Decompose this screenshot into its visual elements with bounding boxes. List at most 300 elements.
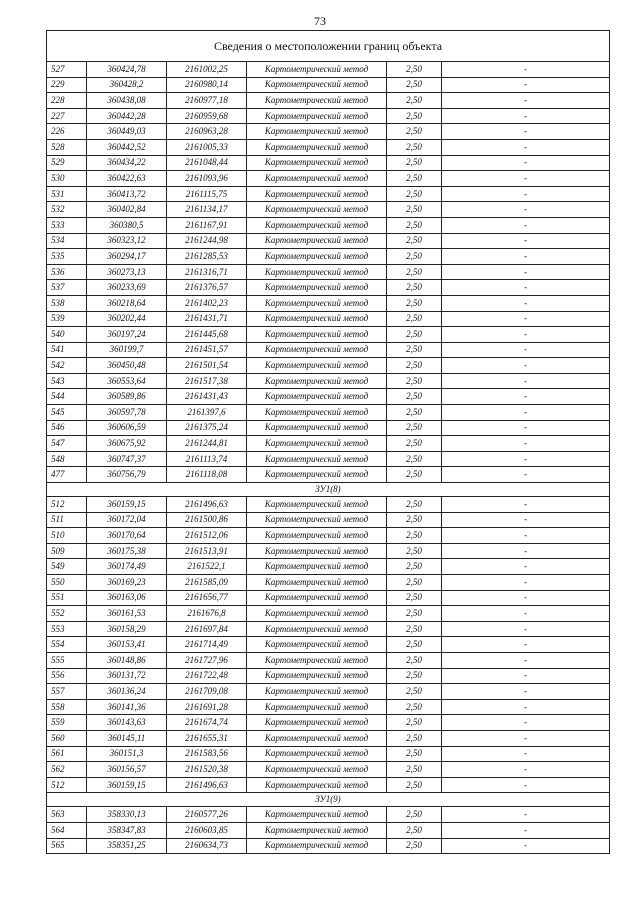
coord-y-cell: 2161134,17 <box>167 202 247 218</box>
point-number-cell: 509 <box>47 543 87 559</box>
coord-x-cell: 360159,15 <box>87 497 167 513</box>
coord-y-cell: 2161496,63 <box>167 777 247 793</box>
table-row <box>47 62 610 78</box>
coord-y-cell: 2161512,06 <box>167 528 247 544</box>
accuracy-cell: 2,50 <box>387 405 442 421</box>
accuracy-cell: 2,50 <box>387 311 442 327</box>
coord-x-cell: 360424,78 <box>87 62 167 78</box>
coord-x-cell: 360675,92 <box>87 436 167 452</box>
table-row <box>47 497 610 513</box>
description-cell: - <box>442 217 610 233</box>
table-row <box>47 652 610 668</box>
description-cell: - <box>442 762 610 778</box>
coord-y-cell: 2161709,08 <box>167 684 247 700</box>
coord-y-cell: 2161002,25 <box>167 62 247 78</box>
accuracy-cell: 2,50 <box>387 77 442 93</box>
accuracy-cell: 2,50 <box>387 668 442 684</box>
coord-y-cell: 2161375,24 <box>167 420 247 436</box>
description-cell: - <box>442 590 610 606</box>
method-cell: Картометрический метод <box>247 108 387 124</box>
accuracy-cell: 2,50 <box>387 528 442 544</box>
description-cell: - <box>442 171 610 187</box>
description-cell: - <box>442 838 610 854</box>
table-row <box>47 217 610 233</box>
point-number-cell: 229 <box>47 77 87 93</box>
table-row <box>47 730 610 746</box>
description-cell: - <box>442 233 610 249</box>
accuracy-cell: 2,50 <box>387 512 442 528</box>
accuracy-cell: 2,50 <box>387 93 442 109</box>
description-cell: - <box>442 715 610 731</box>
description-cell: - <box>442 124 610 140</box>
method-cell: Картометрический метод <box>247 217 387 233</box>
coord-y-cell: 2160603,85 <box>167 822 247 838</box>
accuracy-cell: 2,50 <box>387 543 442 559</box>
accuracy-cell: 2,50 <box>387 730 442 746</box>
method-cell: Картометрический метод <box>247 528 387 544</box>
method-cell: Картометрический метод <box>247 311 387 327</box>
accuracy-cell: 2,50 <box>387 327 442 343</box>
table-row <box>47 467 610 483</box>
table-row <box>47 249 610 265</box>
point-number-cell: 556 <box>47 668 87 684</box>
description-cell: - <box>442 405 610 421</box>
table-row <box>47 528 610 544</box>
coord-x-cell: 360202,44 <box>87 311 167 327</box>
point-number-cell: 539 <box>47 311 87 327</box>
point-number-cell: 555 <box>47 652 87 668</box>
point-number-cell: 559 <box>47 715 87 731</box>
description-cell: - <box>442 543 610 559</box>
method-cell: Картометрический метод <box>247 822 387 838</box>
method-cell: Картометрический метод <box>247 436 387 452</box>
description-cell: - <box>442 668 610 684</box>
table-row <box>47 93 610 109</box>
coord-y-cell: 2161520,38 <box>167 762 247 778</box>
coord-y-cell: 2161431,71 <box>167 311 247 327</box>
description-cell: - <box>442 606 610 622</box>
accuracy-cell: 2,50 <box>387 652 442 668</box>
accuracy-cell: 2,50 <box>387 202 442 218</box>
coord-x-cell: 360273,13 <box>87 264 167 280</box>
method-cell: Картометрический метод <box>247 746 387 762</box>
point-number-cell: 562 <box>47 762 87 778</box>
coord-x-cell: 360170,64 <box>87 528 167 544</box>
coord-y-cell: 2161655,31 <box>167 730 247 746</box>
point-number-cell: 553 <box>47 621 87 637</box>
accuracy-cell: 2,50 <box>387 777 442 793</box>
coord-x-cell: 358347,83 <box>87 822 167 838</box>
accuracy-cell: 2,50 <box>387 280 442 296</box>
description-cell: - <box>442 62 610 78</box>
description-cell: - <box>442 512 610 528</box>
method-cell: Картометрический метод <box>247 342 387 358</box>
method-cell: Картометрический метод <box>247 451 387 467</box>
point-number-cell: 557 <box>47 684 87 700</box>
table-row <box>47 807 610 823</box>
coord-x-cell: 360197,24 <box>87 327 167 343</box>
accuracy-cell: 2,50 <box>387 249 442 265</box>
coord-y-cell: 2161674,74 <box>167 715 247 731</box>
table-row <box>47 559 610 575</box>
description-cell: - <box>442 730 610 746</box>
description-cell: - <box>442 249 610 265</box>
method-cell: Картометрический метод <box>247 405 387 421</box>
method-cell: Картометрический метод <box>247 171 387 187</box>
point-number-cell: 530 <box>47 171 87 187</box>
point-number-cell: 227 <box>47 108 87 124</box>
point-number-cell: 540 <box>47 327 87 343</box>
method-cell: Картометрический метод <box>247 762 387 778</box>
point-number-cell: 537 <box>47 280 87 296</box>
table-row <box>47 699 610 715</box>
method-cell: Картометрический метод <box>247 280 387 296</box>
point-number-cell: 532 <box>47 202 87 218</box>
coord-x-cell: 360148,86 <box>87 652 167 668</box>
table-row <box>47 186 610 202</box>
coord-y-cell: 2160963,28 <box>167 124 247 140</box>
coord-y-cell: 2161714,49 <box>167 637 247 653</box>
point-number-cell: 545 <box>47 405 87 421</box>
description-cell: - <box>442 699 610 715</box>
point-number-cell: 560 <box>47 730 87 746</box>
table-row <box>47 124 610 140</box>
coord-y-cell: 2160977,18 <box>167 93 247 109</box>
coord-y-cell: 2161285,53 <box>167 249 247 265</box>
method-cell: Картометрический метод <box>247 684 387 700</box>
description-cell: - <box>442 389 610 405</box>
page-number: 73 <box>314 14 326 28</box>
point-number-cell: 549 <box>47 559 87 575</box>
coord-y-cell: 2161722,48 <box>167 668 247 684</box>
accuracy-cell: 2,50 <box>387 264 442 280</box>
coord-x-cell: 360159,15 <box>87 777 167 793</box>
coord-y-cell: 2161496,63 <box>167 497 247 513</box>
method-cell: Картометрический метод <box>247 139 387 155</box>
coord-y-cell: 2161402,23 <box>167 295 247 311</box>
method-cell: Картометрический метод <box>247 590 387 606</box>
coord-y-cell: 2161445,68 <box>167 327 247 343</box>
table-row <box>47 621 610 637</box>
method-cell: Картометрический метод <box>247 358 387 374</box>
coord-y-cell: 2161656,77 <box>167 590 247 606</box>
coord-x-cell: 360163,06 <box>87 590 167 606</box>
coord-y-cell: 2161522,1 <box>167 559 247 575</box>
table-row <box>47 822 610 838</box>
accuracy-cell: 2,50 <box>387 342 442 358</box>
coord-x-cell: 360156,57 <box>87 762 167 778</box>
table-row <box>47 202 610 218</box>
table-row <box>47 295 610 311</box>
accuracy-cell: 2,50 <box>387 217 442 233</box>
point-number-cell: 536 <box>47 264 87 280</box>
coord-x-cell: 360402,84 <box>87 202 167 218</box>
coord-x-cell: 360169,23 <box>87 575 167 591</box>
description-cell: - <box>442 528 610 544</box>
method-cell: Картометрический метод <box>247 264 387 280</box>
accuracy-cell: 2,50 <box>387 108 442 124</box>
point-number-cell: 551 <box>47 590 87 606</box>
coord-y-cell: 2161118,08 <box>167 467 247 483</box>
point-number-cell: 541 <box>47 342 87 358</box>
method-cell: Картометрический метод <box>247 467 387 483</box>
coord-y-cell: 2161697,84 <box>167 621 247 637</box>
description-cell: - <box>442 311 610 327</box>
table-row <box>47 762 610 778</box>
description-cell: - <box>442 807 610 823</box>
coord-x-cell: 360442,28 <box>87 108 167 124</box>
method-cell: Картометрический метод <box>247 838 387 854</box>
point-number-cell: 534 <box>47 233 87 249</box>
accuracy-cell: 2,50 <box>387 467 442 483</box>
accuracy-cell: 2,50 <box>387 575 442 591</box>
table-row <box>47 715 610 731</box>
coord-y-cell: 2161316,71 <box>167 264 247 280</box>
accuracy-cell: 2,50 <box>387 139 442 155</box>
group-header-row <box>47 483 610 497</box>
coord-y-cell: 2160959,68 <box>167 108 247 124</box>
method-cell: Картометрический метод <box>247 124 387 140</box>
coord-x-cell: 360145,11 <box>87 730 167 746</box>
coord-x-cell: 360143,63 <box>87 715 167 731</box>
coord-y-cell: 2161244,98 <box>167 233 247 249</box>
point-number-cell: 548 <box>47 451 87 467</box>
table-row <box>47 405 610 421</box>
table-row <box>47 327 610 343</box>
point-number-cell: 546 <box>47 420 87 436</box>
point-number-cell: 511 <box>47 512 87 528</box>
coord-x-cell: 360434,22 <box>87 155 167 171</box>
coord-y-cell: 2160980,14 <box>167 77 247 93</box>
point-number-cell: 565 <box>47 838 87 854</box>
point-number-cell: 512 <box>47 497 87 513</box>
point-number-cell: 512 <box>47 777 87 793</box>
table-row <box>47 139 610 155</box>
accuracy-cell: 2,50 <box>387 436 442 452</box>
table-row <box>47 233 610 249</box>
boundary-coordinates-table <box>46 30 610 854</box>
coord-y-cell: 2161517,38 <box>167 373 247 389</box>
accuracy-cell: 2,50 <box>387 358 442 374</box>
description-cell: - <box>442 327 610 343</box>
description-cell: - <box>442 202 610 218</box>
coord-x-cell: 360380,5 <box>87 217 167 233</box>
description-cell: - <box>442 93 610 109</box>
accuracy-cell: 2,50 <box>387 233 442 249</box>
accuracy-cell: 2,50 <box>387 373 442 389</box>
table-title-row <box>47 31 610 62</box>
coord-x-cell: 360175,38 <box>87 543 167 559</box>
point-number-cell: 529 <box>47 155 87 171</box>
table-row <box>47 575 610 591</box>
point-number-cell: 533 <box>47 217 87 233</box>
description-cell: - <box>442 652 610 668</box>
table-row <box>47 668 610 684</box>
accuracy-cell: 2,50 <box>387 637 442 653</box>
coord-x-cell: 360450,48 <box>87 358 167 374</box>
point-number-cell: 561 <box>47 746 87 762</box>
accuracy-cell: 2,50 <box>387 746 442 762</box>
description-cell: - <box>442 684 610 700</box>
coord-x-cell: 360449,03 <box>87 124 167 140</box>
accuracy-cell: 2,50 <box>387 762 442 778</box>
coord-y-cell: 2160577,26 <box>167 807 247 823</box>
coord-x-cell: 360422,63 <box>87 171 167 187</box>
point-number-cell: 563 <box>47 807 87 823</box>
table-row <box>47 838 610 854</box>
method-cell: Картометрический метод <box>247 186 387 202</box>
method-cell: Картометрический метод <box>247 652 387 668</box>
description-cell: - <box>442 436 610 452</box>
description-cell: - <box>442 637 610 653</box>
description-cell: - <box>442 280 610 296</box>
method-cell: Картометрический метод <box>247 249 387 265</box>
description-cell: - <box>442 155 610 171</box>
accuracy-cell: 2,50 <box>387 715 442 731</box>
point-number-cell: 550 <box>47 575 87 591</box>
point-number-cell: 558 <box>47 699 87 715</box>
table-row <box>47 358 610 374</box>
description-cell: - <box>442 746 610 762</box>
point-number-cell: 542 <box>47 358 87 374</box>
method-cell: Картометрический метод <box>247 575 387 591</box>
table-row <box>47 342 610 358</box>
method-cell: Картометрический метод <box>247 202 387 218</box>
accuracy-cell: 2,50 <box>387 497 442 513</box>
description-cell: - <box>442 822 610 838</box>
accuracy-cell: 2,50 <box>387 171 442 187</box>
table-row <box>47 543 610 559</box>
accuracy-cell: 2,50 <box>387 451 442 467</box>
coord-x-cell: 360323,12 <box>87 233 167 249</box>
coord-x-cell: 360294,17 <box>87 249 167 265</box>
coord-y-cell: 2161501,54 <box>167 358 247 374</box>
method-cell: Картометрический метод <box>247 295 387 311</box>
description-cell: - <box>442 451 610 467</box>
point-number-cell: 528 <box>47 139 87 155</box>
method-cell: Картометрический метод <box>247 62 387 78</box>
point-number-cell: 535 <box>47 249 87 265</box>
accuracy-cell: 2,50 <box>387 295 442 311</box>
coord-x-cell: 360756,79 <box>87 467 167 483</box>
method-cell: Картометрический метод <box>247 777 387 793</box>
method-cell: Картометрический метод <box>247 93 387 109</box>
accuracy-cell: 2,50 <box>387 621 442 637</box>
point-number-cell: 554 <box>47 637 87 653</box>
table-row <box>47 606 610 622</box>
group-header-row <box>47 793 610 807</box>
method-cell: Картометрический метод <box>247 621 387 637</box>
coord-y-cell: 2161113,74 <box>167 451 247 467</box>
coord-y-cell: 2160634,73 <box>167 838 247 854</box>
point-number-cell: 477 <box>47 467 87 483</box>
coord-x-cell: 360589,86 <box>87 389 167 405</box>
coord-x-cell: 360199,7 <box>87 342 167 358</box>
method-cell: Картометрический метод <box>247 233 387 249</box>
accuracy-cell: 2,50 <box>387 822 442 838</box>
method-cell: Картометрический метод <box>247 807 387 823</box>
coord-y-cell: 2161005,33 <box>167 139 247 155</box>
point-number-cell: 527 <box>47 62 87 78</box>
description-cell: - <box>442 186 610 202</box>
coord-x-cell: 360413,72 <box>87 186 167 202</box>
method-cell: Картометрический метод <box>247 637 387 653</box>
point-number-cell: 564 <box>47 822 87 838</box>
coord-x-cell: 360141,36 <box>87 699 167 715</box>
accuracy-cell: 2,50 <box>387 699 442 715</box>
coord-y-cell: 2161513,91 <box>167 543 247 559</box>
point-number-cell: 226 <box>47 124 87 140</box>
coord-y-cell: 2161167,91 <box>167 217 247 233</box>
coord-y-cell: 2161244,81 <box>167 436 247 452</box>
table-row <box>47 108 610 124</box>
table-row <box>47 155 610 171</box>
coord-y-cell: 2161451,57 <box>167 342 247 358</box>
description-cell: - <box>442 559 610 575</box>
group-label: ЗУ1(8) <box>47 483 610 497</box>
coord-x-cell: 360136,24 <box>87 684 167 700</box>
table-row <box>47 637 610 653</box>
accuracy-cell: 2,50 <box>387 124 442 140</box>
accuracy-cell: 2,50 <box>387 684 442 700</box>
coord-x-cell: 358330,13 <box>87 807 167 823</box>
description-cell: - <box>442 467 610 483</box>
table-row <box>47 746 610 762</box>
coord-x-cell: 360131,72 <box>87 668 167 684</box>
coord-x-cell: 360161,53 <box>87 606 167 622</box>
table-title: Сведения о местоположении границ объекта <box>47 31 610 62</box>
method-cell: Картометрический метод <box>247 606 387 622</box>
point-number-cell: 543 <box>47 373 87 389</box>
method-cell: Картометрический метод <box>247 543 387 559</box>
accuracy-cell: 2,50 <box>387 62 442 78</box>
coord-x-cell: 360597,78 <box>87 405 167 421</box>
table-row <box>47 373 610 389</box>
accuracy-cell: 2,50 <box>387 559 442 575</box>
table-row <box>47 512 610 528</box>
method-cell: Картометрический метод <box>247 699 387 715</box>
table-row <box>47 420 610 436</box>
method-cell: Картометрический метод <box>247 77 387 93</box>
accuracy-cell: 2,50 <box>387 590 442 606</box>
accuracy-cell: 2,50 <box>387 838 442 854</box>
method-cell: Картометрический метод <box>247 715 387 731</box>
point-number-cell: 544 <box>47 389 87 405</box>
coord-x-cell: 360158,29 <box>87 621 167 637</box>
accuracy-cell: 2,50 <box>387 186 442 202</box>
coord-y-cell: 2161585,09 <box>167 575 247 591</box>
point-number-cell: 531 <box>47 186 87 202</box>
description-cell: - <box>442 77 610 93</box>
point-number-cell: 547 <box>47 436 87 452</box>
coord-y-cell: 2161431,43 <box>167 389 247 405</box>
description-cell: - <box>442 108 610 124</box>
point-number-cell: 552 <box>47 606 87 622</box>
method-cell: Картометрический метод <box>247 373 387 389</box>
coord-y-cell: 2161583,56 <box>167 746 247 762</box>
table-row <box>47 311 610 327</box>
table-row <box>47 777 610 793</box>
table-row <box>47 590 610 606</box>
description-cell: - <box>442 264 610 280</box>
table-row <box>47 684 610 700</box>
coord-x-cell: 360438,08 <box>87 93 167 109</box>
method-cell: Картометрический метод <box>247 730 387 746</box>
coord-y-cell: 2161500,86 <box>167 512 247 528</box>
coord-y-cell: 2161093,96 <box>167 171 247 187</box>
coord-y-cell: 2161727,96 <box>167 652 247 668</box>
description-cell: - <box>442 358 610 374</box>
